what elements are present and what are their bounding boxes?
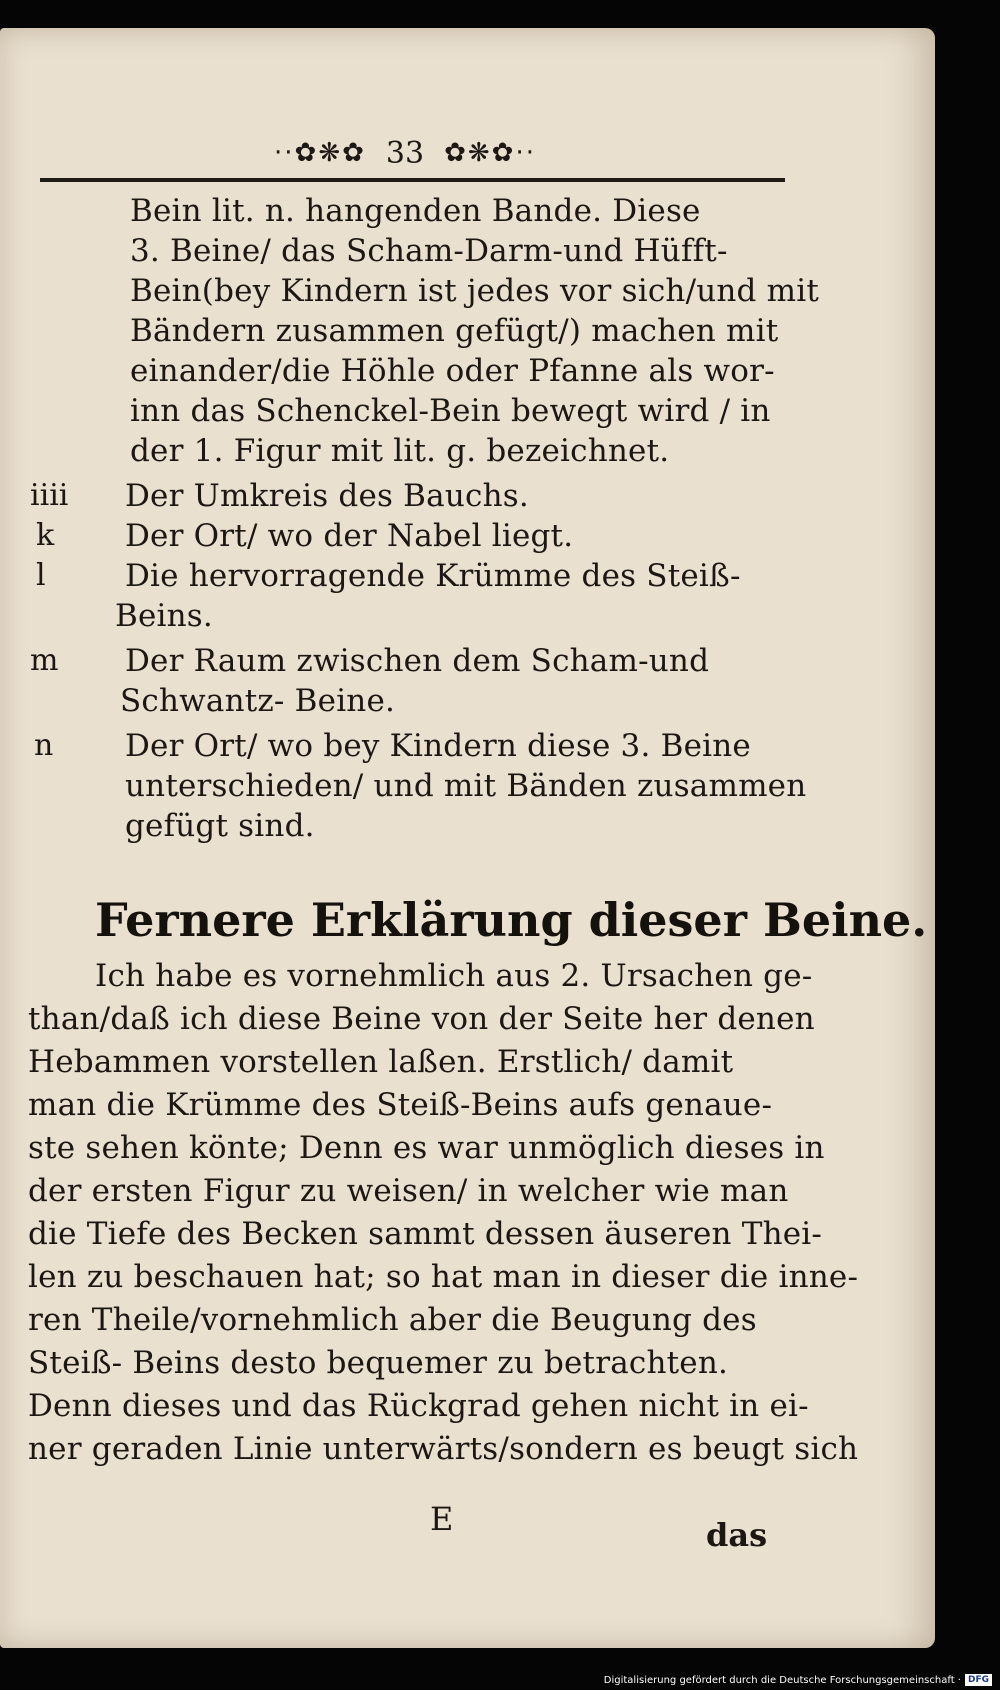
text-line: Denn dieses und das Rückgrad gehen nicht in ei- [28,1388,809,1424]
list-item-text: Schwantz- Beine. [120,683,396,719]
text-line: Bändern zusammen gefügt/) machen mit [130,313,779,349]
list-marker: m [30,643,59,678]
footer-text: Digitalisierung gefördert durch die Deutsche Forschungsgemeinschaft · [603,1674,961,1686]
text-line: ner geraden Linie unterwärts/sondern es beugt sich [28,1431,859,1467]
header-ornament-right: ✿❋✿·· [444,138,536,168]
text-line: len zu beschauen hat; so hat man in dieser die inne- [28,1259,859,1295]
text-line: than/daß ich diese Beine von der Seite her denen [28,1001,815,1037]
text-line: ren Theile/vornehmlich aber die Beugung des [28,1302,757,1338]
list-marker: iiii [30,478,69,513]
catchword: das [706,1516,768,1554]
text-line: 3. Beine/ das Scham-Darm-und Hüfft- [130,233,728,269]
list-item-text: Der Ort/ wo bey Kindern diese 3. Beine [125,728,751,764]
dfg-logo-icon: DFG [965,1674,992,1686]
header-ornament-left: ··✿❋✿ [274,138,366,168]
list-item-text: Der Raum zwischen dem Scham-und [125,643,710,679]
digitization-footer [604,1674,992,1686]
book-page [0,28,935,1648]
page-header [240,128,570,178]
list-marker: l [36,558,46,593]
list-item-text: Der Ort/ wo der Nabel liegt. [125,518,574,554]
text-line: die Tiefe des Becken sammt dessen äuseren Thei- [28,1216,823,1252]
text-line: man die Krümme des Steiß-Beins aufs genaue- [28,1087,773,1123]
signature-mark: E [430,1500,454,1538]
list-item-text: Die hervorragende Krümme des Steiß- [125,558,741,594]
text-line: Bein(bey Kindern ist jedes vor sich/und mit [130,273,820,309]
text-line: Bein lit. n. hangenden Bande. Diese [130,193,701,229]
list-item-text: Der Umkreis des Bauchs. [125,478,529,514]
text-line: Hebammen vorstellen laßen. Erstlich/ damit [28,1044,734,1080]
text-line: der ersten Figur zu weisen/ in welcher wie man [28,1173,789,1209]
text-line: einander/die Höhle oder Pfanne als wor- [130,353,775,389]
list-item-text: Beins. [115,598,213,634]
text-line: ste sehen könte; Denn es war unmöglich dieses in [28,1130,825,1166]
list-item-text: unterschieden/ und mit Bänden zusammen [125,768,807,804]
text-line: Ich habe es vornehmlich aus 2. Ursachen ge- [95,958,813,994]
page-number: 33 [385,135,425,171]
header-rule [40,178,785,182]
text-line: inn das Schenckel-Bein bewegt wird / in [130,393,771,429]
list-marker: k [36,518,55,553]
text-line: Steiß- Beins desto bequemer zu betrachten. [28,1345,729,1381]
list-marker: n [34,728,54,763]
section-heading: Fernere Erklärung dieser Beine. [95,893,928,947]
list-item-text: gefügt sind. [125,808,315,844]
text-line: der 1. Figur mit lit. g. bezeichnet. [130,433,670,469]
